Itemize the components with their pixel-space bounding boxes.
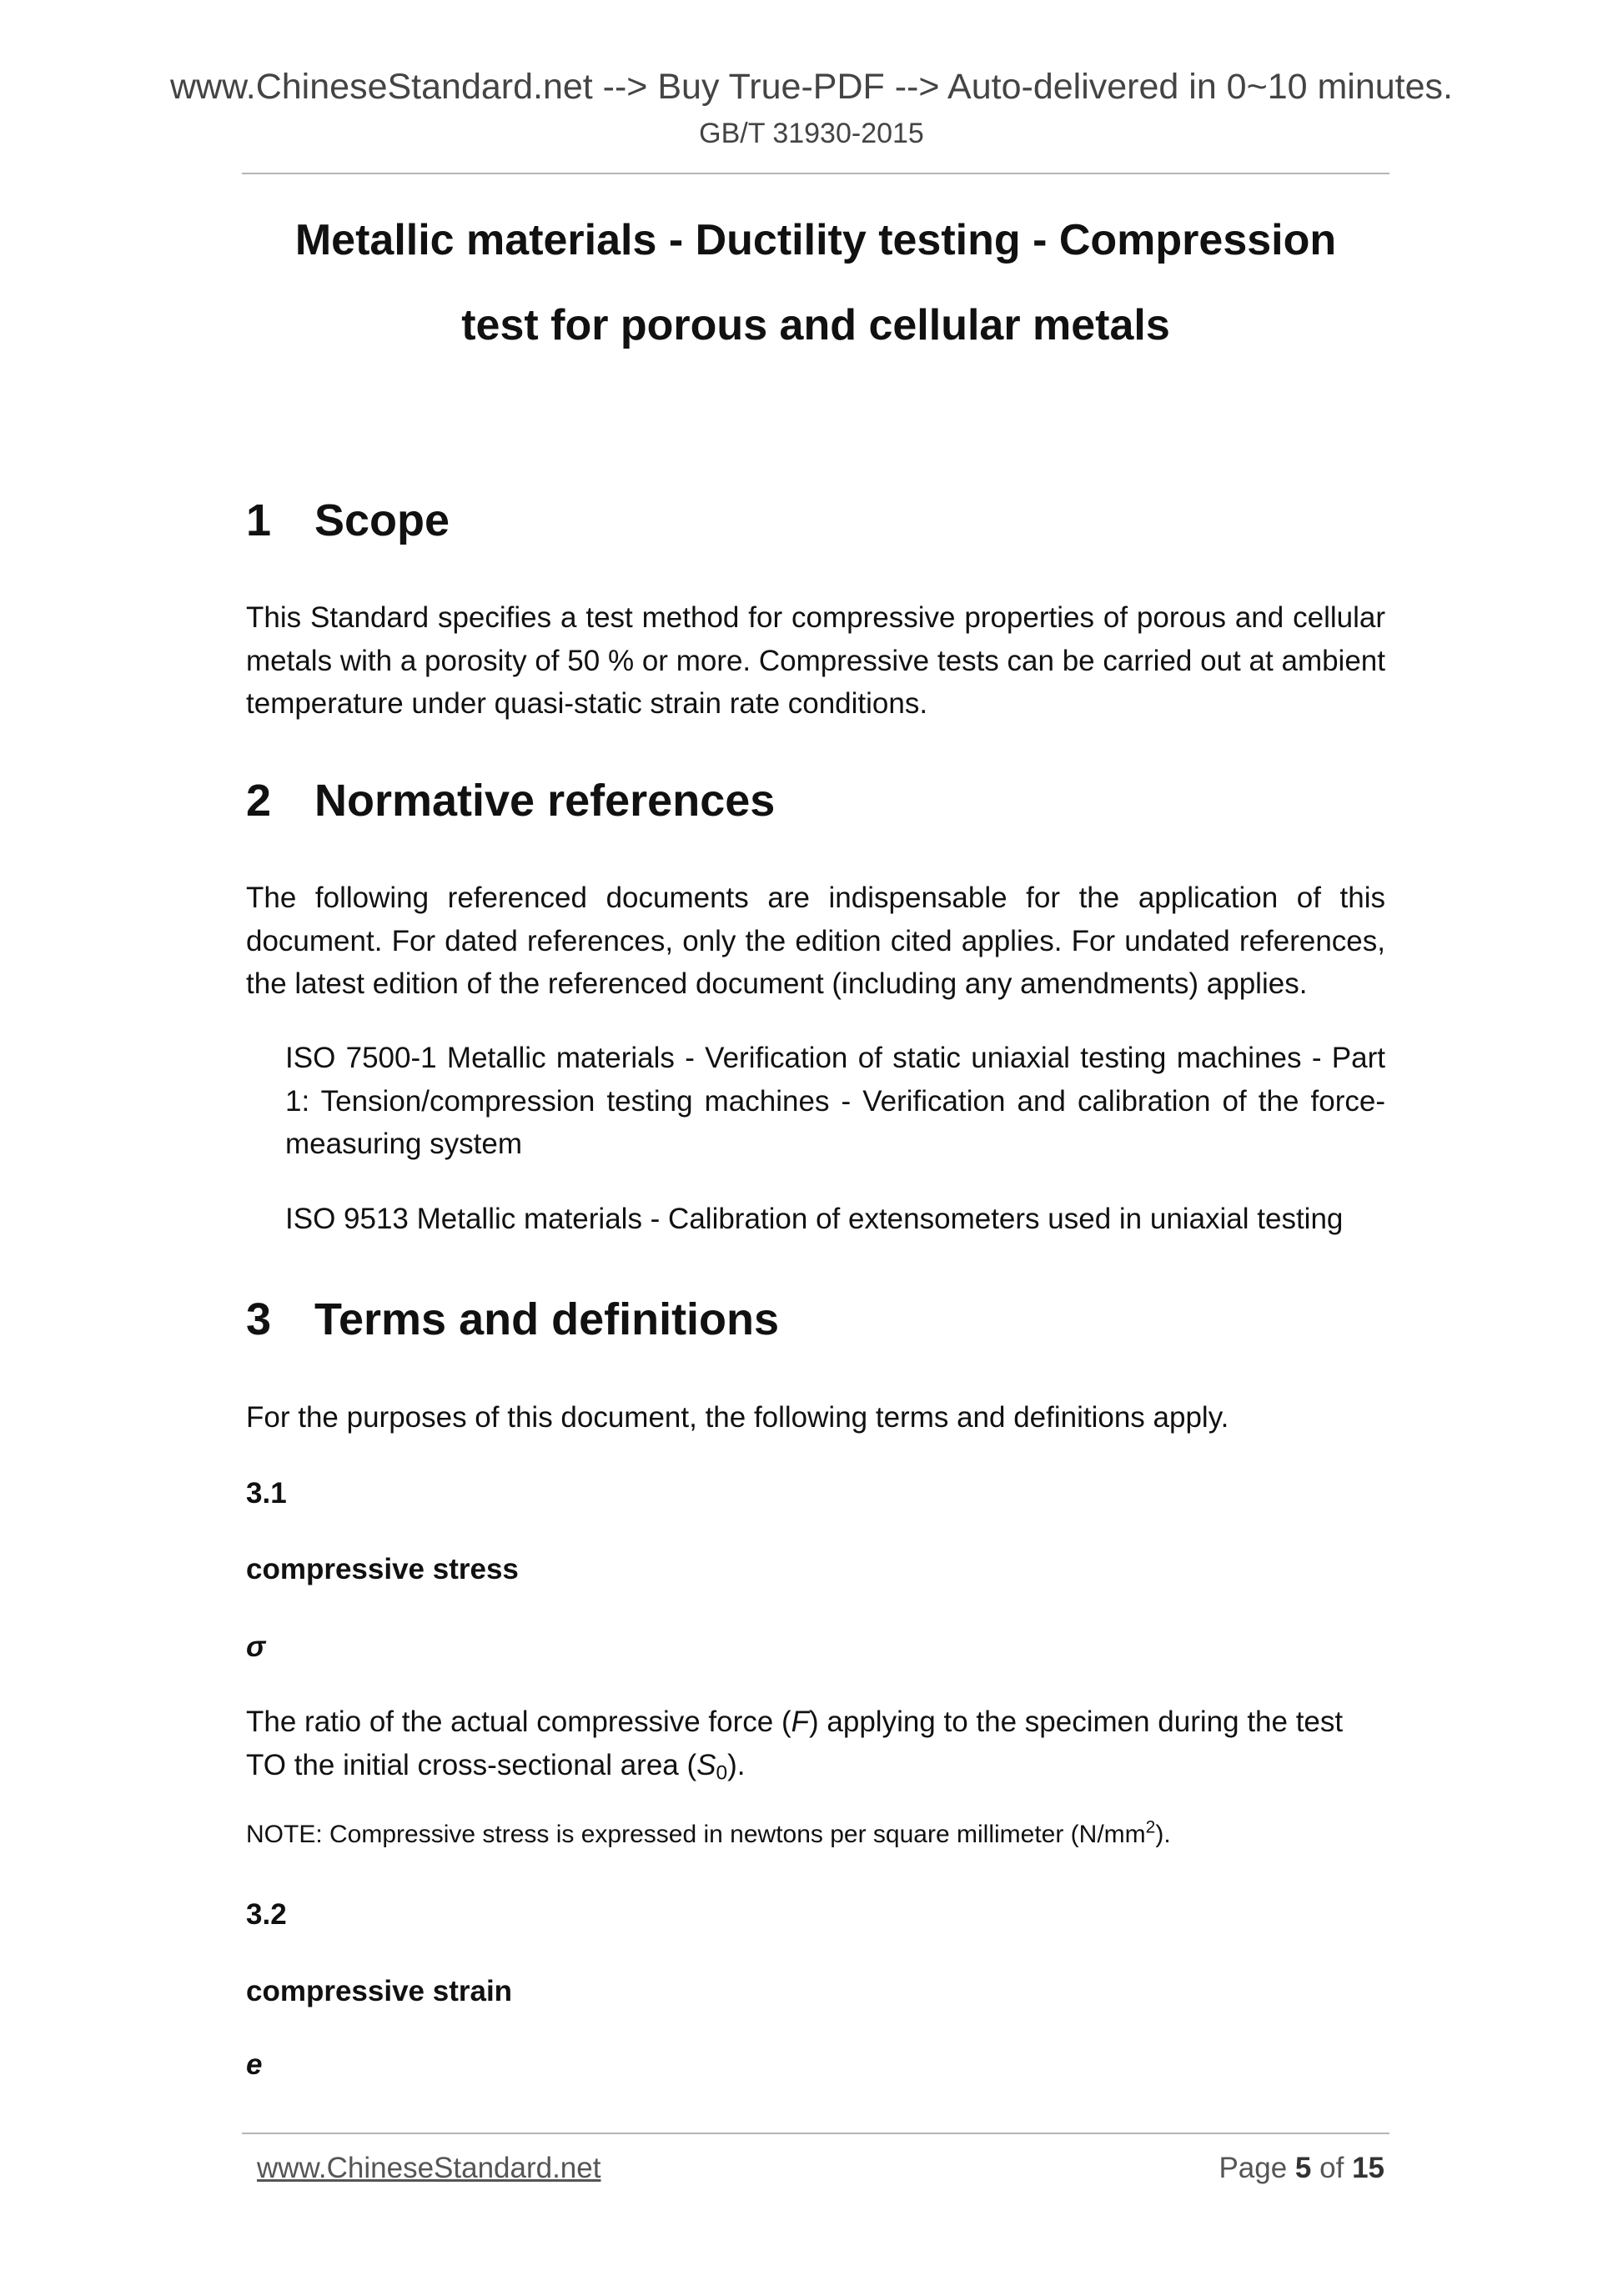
- term-symbol: e: [246, 2048, 263, 2081]
- term-number: 3.2: [246, 1898, 287, 1931]
- page-label: Page: [1219, 2152, 1288, 2184]
- term-symbol: σ: [246, 1630, 266, 1663]
- section-title: Normative references: [314, 776, 776, 826]
- symbol-subscript: 0: [716, 1761, 728, 1784]
- note-text: NOTE: Compressive stress is expressed in newtons per square millimeter (N/mm: [246, 1821, 1146, 1848]
- definition-text: The ratio of the actual compressive force (: [246, 1706, 791, 1738]
- section-title: Terms and definitions: [314, 1294, 780, 1344]
- section-number: 2: [246, 776, 272, 826]
- document-title-line-2: test for porous and cellular metals: [461, 301, 1170, 349]
- note-text: ).: [1155, 1821, 1171, 1848]
- term-note: [246, 1818, 1171, 1851]
- section-title: Scope: [314, 495, 450, 545]
- symbol-force: F: [791, 1706, 810, 1738]
- page-total: 15: [1352, 2152, 1384, 2184]
- note-superscript: 2: [1145, 1817, 1156, 1837]
- page-of-label: of: [1319, 2152, 1344, 2184]
- header-divider: [242, 173, 1389, 174]
- reference-item: ISO 9513 Metallic materials - Calibration of extensometers used in uniaxial testing: [285, 1203, 1344, 1235]
- term-name: compressive stress: [246, 1553, 519, 1585]
- normative-paragraph: The following referenced documents are indispensable for the application of this document. For dated references, only the edition cited applies. For undated references, the latest edition of the referenced document (including any amendments) applies.: [246, 882, 1385, 1000]
- section-heading-normative-references: [246, 775, 775, 826]
- footer-divider: [242, 2133, 1389, 2134]
- definition-text: ).: [727, 1748, 746, 1781]
- definition-text: ) applying to the specimen during the test TO the initial cross-sectional area (: [246, 1706, 1344, 1781]
- site-banner: www.ChineseStandard.net --> Buy True-PDF --> Auto-delivered in 0~10 minutes.: [169, 67, 1453, 107]
- terms-intro: For the purposes of this document, the following terms and definitions apply.: [246, 1401, 1229, 1434]
- term-number: 3.1: [246, 1477, 287, 1510]
- standard-code: GB/T 31930-2015: [699, 118, 924, 149]
- term-definition: [246, 1701, 1385, 1786]
- section-heading-scope: [246, 495, 450, 546]
- page-indicator: [1219, 2150, 1384, 2187]
- section-number: 3: [246, 1294, 272, 1344]
- document-title-line-1: Metallic materials - Ductility testing - Compression: [294, 216, 1337, 264]
- section-heading-terms-and-definitions: [246, 1294, 779, 1345]
- page-number: 5: [1294, 2152, 1312, 2184]
- section-number: 1: [246, 495, 272, 545]
- symbol-area: S: [696, 1748, 716, 1781]
- reference-item: ISO 7500-1 Metallic materials - Verification of static uniaxial testing machines - Part 1: Tension/compression testing machines - Verification and calibration of the force-measuring system: [285, 1042, 1385, 1160]
- scope-paragraph: This Standard specifies a test method for compressive properties of porous and cellular metals with a porosity of 50 % or more. Compressive tests can be carried out at ambient temperature under quasi-static strain rate conditions.: [246, 601, 1385, 720]
- term-name: compressive strain: [246, 1975, 513, 2007]
- footer-site-link[interactable]: www.ChineseStandard.net: [257, 2152, 601, 2184]
